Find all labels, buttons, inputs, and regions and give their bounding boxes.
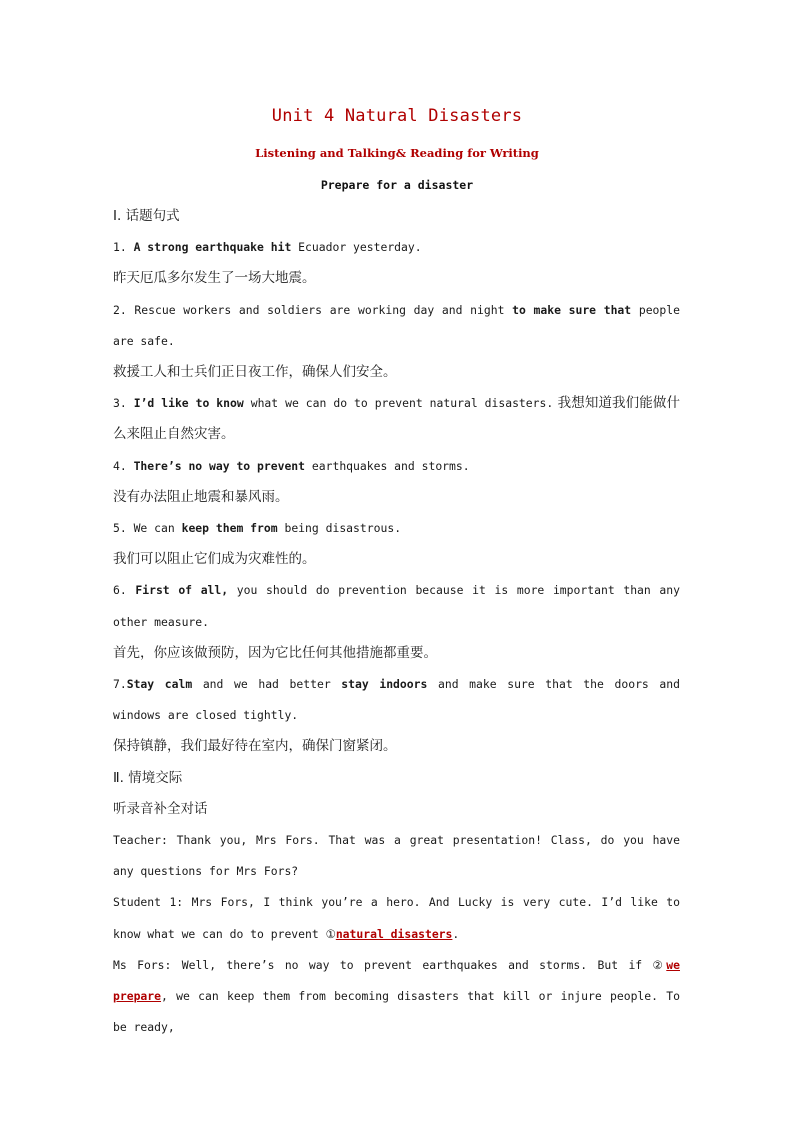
answer-blank-1: natural disasters [335,926,453,941]
document-body [113,201,680,1043]
section-title: Prepare for a disaster [320,178,474,192]
sentence-5: 5. We can keep them from being disastrous. [113,521,402,536]
sentence-4-translation: 没有办法阻止地震和暴风雨。 [113,488,289,505]
sentence-7-translation: 保持镇静，我们最好待在室内，确保门窗紧闭。 [113,738,397,755]
answer-blank-2: we prepare [113,957,680,1004]
sentence-5-translation: 我们可以阻止它们成为灾难性的。 [113,551,316,568]
sentence-6-translation: 首先，你应该做预防，因为它比任何其他措施都重要。 [113,644,437,661]
sentence-7: 7.Stay calm and we had better stay indoors and make sure that the doors and windows are closed tightly. [113,677,680,723]
dialogue-teacher: Teacher: Thank you, Mrs Fors. That was a great presentation! Class, do you have any questions for Mrs Fors? [113,833,680,879]
sentence-2-translation: 救援工人和士兵们正日夜工作，确保人们安全。 [113,364,397,381]
document-title: Unit 4 Natural Disasters [271,106,523,126]
part2-heading: Ⅱ. 情境交际 [113,769,183,786]
dialogue-student1: Student 1: Mrs Fors, I think you’re a hero. And Lucky is very cute. I’d like to know what we can do to prevent ①natural disasters. [113,895,680,941]
part2-instruction: 听录音补全对话 [113,800,208,817]
sentence-4: 4. There’s no way to prevent earthquakes and storms. [113,458,470,473]
sentence-3: 3. I’d like to know what we can do to prevent natural disasters. 我想知道我们能做什么来阻止自然灾害。 [113,395,680,443]
sentence-1: 1. A strong earthquake hit Ecuador yesterday. [113,240,422,255]
document-subtitle: Listening and Talking& Reading for Writing [255,146,539,160]
sentence-1-translation: 昨天厄瓜多尔发生了一场大地震。 [113,270,316,287]
part1-heading: Ⅰ. 话题句式 [113,208,180,224]
dialogue-msfors: Ms Fors: Well, there’s no way to prevent earthquakes and storms. But if ②we prepare, we can keep them from becoming disasters that kill or injure people. To be ready, [113,957,680,1035]
sentence-6: 6. First of all, you should do prevention because it is more important than any other measure. [113,583,680,629]
sentence-2: 2. Rescue workers and soldiers are working day and night to make sure that people are safe. [113,302,680,348]
